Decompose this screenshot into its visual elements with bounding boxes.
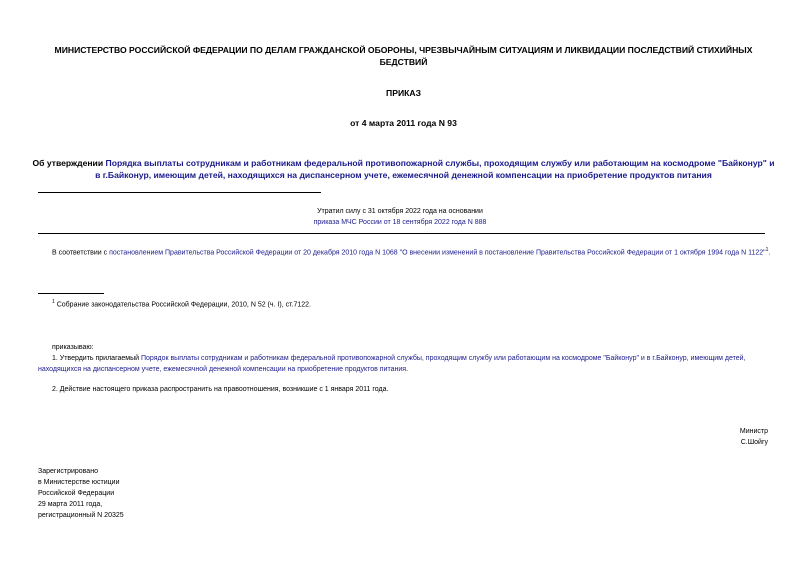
preamble-suffix: . (768, 249, 771, 257)
item1-prefix: 1. Утвердить прилагаемый (52, 355, 141, 362)
registration-line: Российской Федерации (38, 490, 115, 497)
order-item-2: 2. Действие настоящего приказа распространить на правоотношения, возникшие с 1 января 2011 года. (52, 386, 389, 393)
orders-word: приказываю: (52, 344, 94, 351)
footnote-text: Собрание законодательства Российской Федерации, 2010, N 52 (ч. I), ст.7122. (54, 301, 311, 309)
footnote-reference[interactable]: 1 (765, 247, 769, 253)
divider-long (38, 233, 765, 234)
registration-line: в Министерстве юстиции (38, 479, 120, 486)
subject-prefix: Об утверждении (32, 158, 106, 168)
registration-line: 29 марта 2011 года, (38, 501, 103, 508)
divider-short (38, 192, 321, 193)
item1-suffix: . (406, 366, 409, 373)
registration-line: Зарегистрировано (38, 468, 98, 475)
signature-title: Министр (739, 428, 768, 435)
order-title: ПРИКАЗ (386, 88, 421, 98)
registration-line: регистрационный N 20325 (38, 512, 124, 519)
signature-block (740, 426, 768, 448)
footnote-divider (38, 293, 104, 294)
repeal-order-link[interactable]: приказа МЧС России от 18 сентября 2022 года N 888 (313, 219, 487, 226)
order-date-number: от 4 марта 2011 года N 93 (350, 118, 457, 128)
registration-block (38, 466, 124, 521)
signature-name: С.Шойгу (740, 439, 768, 446)
preamble-paragraph (38, 245, 773, 258)
footnote-mark: 1 (52, 299, 55, 305)
repeal-status (150, 206, 650, 228)
preamble-prefix: В соответствии с (52, 249, 110, 257)
repeal-status-text: Утратил силу с 31 октября 2022 года на основании (317, 208, 483, 215)
order-item-1 (38, 353, 773, 375)
ministry-heading: МИНИСТЕРСТВО РОССИЙСКОЙ ФЕДЕРАЦИИ ПО ДЕЛАМ ГРАЖДАНСКОЙ ОБОРОНЫ, ЧРЕЗВЫЧАЙНЫМ СИТУАЦИЯМ И ЛИКВИДАЦИИ ПОСЛЕДСТВИЙ СТИХИЙНЫХ БЕДСТВИЙ (54, 45, 753, 67)
resolution-link[interactable]: постановлением Правительства Российской Федерации от 20 декабря 2010 года N 1068 "О внесении изменений в постановление Правительства Российской Федерации от 1 октября 1994 года N 1122" (109, 249, 766, 257)
subject-link[interactable]: Порядка выплаты сотрудникам и работникам федеральной противопожарной службы, проходящим службу или работающим на космодроме "Байконур" и в г.Байконур, имеющим детей, находящихся на диспансерном учете, ежемесячной денежной компенсации на приобретение продуктов питания (95, 158, 775, 180)
order-subject (30, 157, 777, 181)
footnote (52, 297, 311, 310)
procedure-link[interactable]: Порядок выплаты сотрудникам и работникам федеральной противопожарной службы, проходящим службу или работающим на космодроме "Байконур" и в г.Байконур, имеющим детей, находящихся на диспансерном учете, ежемесячной денежной компенсации на приобретение продуктов питания (38, 355, 746, 373)
